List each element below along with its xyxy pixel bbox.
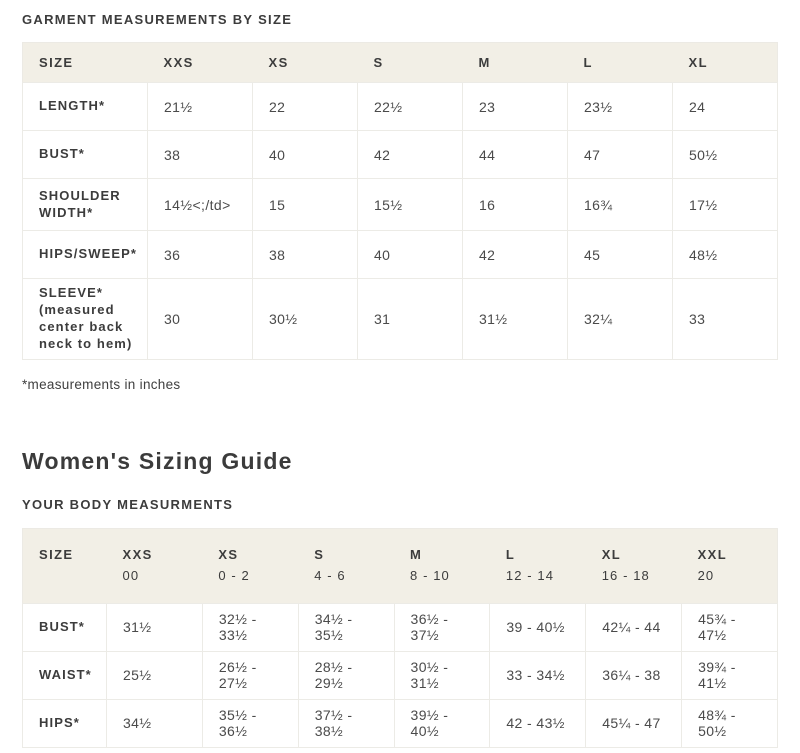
garment-table-body: [23, 83, 778, 360]
measurement-cell: 48¾ - 50½: [682, 699, 778, 747]
table-row: [23, 83, 778, 131]
measurement-cell: 34½: [107, 699, 203, 747]
measurement-cell: 32½ - 33½: [202, 603, 298, 651]
measurement-cell: 48½: [673, 231, 778, 279]
measurement-cell: 39 - 40½: [490, 603, 586, 651]
numeric-size-header-row: [23, 568, 778, 603]
numeric-size-header: 8 - 10: [394, 568, 490, 603]
numeric-size-header: 00: [107, 568, 203, 603]
measurement-cell: 31: [358, 279, 463, 360]
column-header: XXS: [107, 528, 203, 568]
measurement-cell: 22: [253, 83, 358, 131]
row-label: HIPS/SWEEP*: [23, 231, 148, 279]
measurement-cell: 23: [463, 83, 568, 131]
womens-sizing-guide-section: [22, 448, 778, 748]
table-row: [23, 231, 778, 279]
column-header: XL: [586, 528, 682, 568]
column-header: SIZE: [23, 528, 107, 568]
sizing-page: [22, 12, 778, 748]
garment-header-row: [23, 43, 778, 83]
body-measurements-table: [22, 528, 778, 748]
garment-measurements-section: [22, 12, 778, 392]
column-header: XXS: [148, 43, 253, 83]
measurement-cell: 16¾: [568, 179, 673, 231]
measurements-footnote: *measurements in inches: [22, 376, 181, 392]
measurement-cell: 36¼ - 38: [586, 651, 682, 699]
measurement-cell: 25½: [107, 651, 203, 699]
measurement-cell: 38: [253, 231, 358, 279]
measurement-cell: 34½ - 35½: [298, 603, 394, 651]
measurement-cell: 26½ - 27½: [202, 651, 298, 699]
measurement-cell: 31½: [463, 279, 568, 360]
measurement-cell: 39½ - 40½: [394, 699, 490, 747]
measurement-cell: 45¾ - 47½: [682, 603, 778, 651]
row-label: LENGTH*: [23, 83, 148, 131]
column-header: XS: [253, 43, 358, 83]
column-header: M: [394, 528, 490, 568]
measurement-cell: 42 - 43½: [490, 699, 586, 747]
table-row: [23, 699, 778, 747]
numeric-size-header: [23, 568, 107, 603]
measurement-cell: 32¼: [568, 279, 673, 360]
column-header: S: [298, 528, 394, 568]
measurement-cell: 28½ - 29½: [298, 651, 394, 699]
measurement-cell: 45: [568, 231, 673, 279]
garment-table-title: GARMENT MEASUREMENTS BY SIZE: [22, 12, 293, 27]
measurement-cell: 16: [463, 179, 568, 231]
numeric-size-header: 12 - 14: [490, 568, 586, 603]
numeric-size-header: 0 - 2: [202, 568, 298, 603]
table-row: [23, 279, 778, 360]
table-row: [23, 603, 778, 651]
numeric-size-header: 20: [682, 568, 778, 603]
row-label: HIPS*: [23, 699, 107, 747]
measurement-cell: 30½: [253, 279, 358, 360]
measurement-cell: 36: [148, 231, 253, 279]
measurement-cell: 23½: [568, 83, 673, 131]
measurement-cell: 40: [358, 231, 463, 279]
row-label: WAIST*: [23, 651, 107, 699]
measurement-cell: 33 - 34½: [490, 651, 586, 699]
measurement-cell: 31½: [107, 603, 203, 651]
measurement-cell: 40: [253, 131, 358, 179]
measurement-cell: 35½ - 36½: [202, 699, 298, 747]
column-header: S: [358, 43, 463, 83]
column-header: XL: [673, 43, 778, 83]
measurement-cell: 47: [568, 131, 673, 179]
measurement-cell: 45¼ - 47: [586, 699, 682, 747]
measurement-cell: 15½: [358, 179, 463, 231]
measurement-cell: 50½: [673, 131, 778, 179]
sizing-guide-title: Women's Sizing Guide: [22, 447, 293, 474]
row-label: SHOULDER WIDTH*: [23, 179, 148, 231]
table-row: [23, 179, 778, 231]
measurement-cell: 37½ - 38½: [298, 699, 394, 747]
row-label: SLEEVE* (measured center back neck to hem): [23, 279, 148, 360]
body-size-header-row: [23, 528, 778, 568]
table-row: [23, 651, 778, 699]
measurement-cell: 36½ - 37½: [394, 603, 490, 651]
body-measurements-subtitle: YOUR BODY MEASURMENTS: [22, 496, 234, 512]
measurement-cell: 42¼ - 44: [586, 603, 682, 651]
measurement-cell: 14½<;/td>: [148, 179, 253, 231]
measurement-cell: 42: [463, 231, 568, 279]
numeric-size-header: 4 - 6: [298, 568, 394, 603]
column-header: SIZE: [23, 43, 148, 83]
measurement-cell: 21½: [148, 83, 253, 131]
row-label: BUST*: [23, 603, 107, 651]
column-header: XS: [202, 528, 298, 568]
measurement-cell: 44: [463, 131, 568, 179]
table-row: [23, 131, 778, 179]
column-header: L: [490, 528, 586, 568]
measurement-cell: 17½: [673, 179, 778, 231]
numeric-size-header: 16 - 18: [586, 568, 682, 603]
measurement-cell: 38: [148, 131, 253, 179]
measurement-cell: 39¾ - 41½: [682, 651, 778, 699]
column-header: XXL: [682, 528, 778, 568]
column-header: L: [568, 43, 673, 83]
measurement-cell: 24: [673, 83, 778, 131]
measurement-cell: 22½: [358, 83, 463, 131]
measurement-cell: 30½ - 31½: [394, 651, 490, 699]
measurement-cell: 42: [358, 131, 463, 179]
measurement-cell: 15: [253, 179, 358, 231]
measurement-cell: 30: [148, 279, 253, 360]
body-table-body: [23, 603, 778, 747]
row-label: BUST*: [23, 131, 148, 179]
measurement-cell: 33: [673, 279, 778, 360]
garment-measurements-table: [22, 42, 778, 360]
column-header: M: [463, 43, 568, 83]
